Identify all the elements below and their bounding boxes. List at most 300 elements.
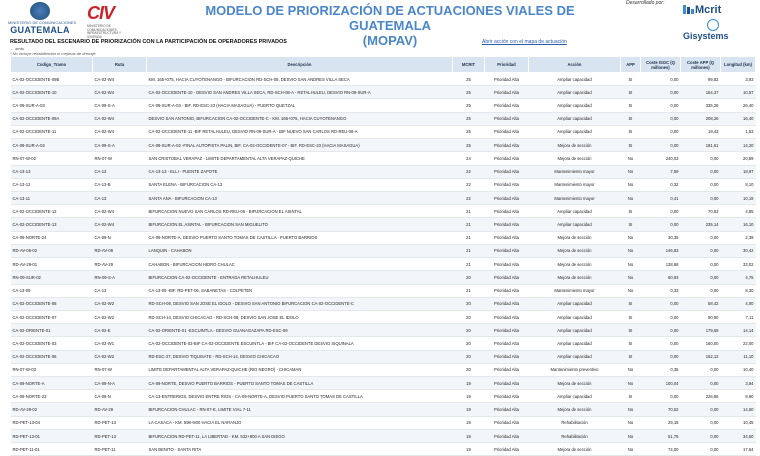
table-row[interactable]	[11, 191, 756, 204]
col-coste-isgc-cell: 7,59	[641, 165, 681, 178]
col-app-cell: SI	[621, 390, 641, 403]
col-ruta-cell: CA-02-W4	[93, 205, 147, 218]
col-app-cell: No	[621, 165, 641, 178]
col-accion-cell: Mejora de sección	[529, 152, 621, 165]
col-coste-isgc-cell: 146,83	[641, 244, 681, 257]
col-app-cell: SI	[621, 337, 641, 350]
table-row[interactable]	[11, 165, 756, 178]
col-prioridad-cell: Prioridad Alta	[485, 403, 529, 416]
col-ruta-cell: CA-02-W4	[93, 86, 147, 99]
logo-caption: MINISTERIO DE COMUNICACIONES	[8, 20, 77, 25]
col-mcrit-cell: 21	[453, 205, 485, 218]
col-descripcion-cell: SANTA ANA - BIFURCACION CA-13	[147, 191, 453, 204]
col-mcrit-cell: 19	[453, 416, 485, 429]
table-row[interactable]	[11, 377, 756, 390]
col-longitud-cell: 33,02	[721, 258, 756, 271]
col-prioridad-cell: Prioridad Alta	[485, 390, 529, 403]
col-coste-app-cell: 226,86	[681, 390, 721, 403]
col-ruta-cell: CA-02-W4	[93, 218, 147, 231]
col-coste-isgc-cell: 100,04	[641, 377, 681, 390]
col-coste-isgc-cell: 0,00	[641, 112, 681, 125]
col-coste-app-cell: 0,00	[681, 443, 721, 456]
table-row[interactable]	[11, 390, 756, 403]
col-codigo-tramo-cell: RD-PET-13-04	[11, 416, 93, 429]
col-descripcion-cell: DESVIO SAN ANTONIO, BIFURCACION CA-02-OCCIDENTE-C - KM. 165+075, HACIA CUYOTENANGO	[147, 112, 453, 125]
col-descripcion-cell: CA-13-ENTRERIOS, DESVIO ENTRE RIOS - CA-09-NORTE-A, DESVIO PUERTO SANTO TOMAS DE CASTILLA	[147, 390, 453, 403]
col-longitud-cell: 4,00	[721, 297, 756, 310]
col-longitud-cell: 34,50	[721, 429, 756, 442]
col-descripcion-cell: RD-SCH-14, DESVIO CHICACAO - RD-SCH-08, DESVIO SAN JOSE EL IDOLO	[147, 310, 453, 323]
col-prioridad-cell: Prioridad Alta	[485, 443, 529, 456]
table-row[interactable]	[11, 324, 756, 337]
col-coste-app-header[interactable]: Coste APP (Q millones)	[681, 57, 721, 73]
col-codigo-tramo-cell: CA-02-OCCIDENTE-13	[11, 218, 93, 231]
col-descripcion-cell: CA-02-OCCIDENTE-11 -BIF RETALHULEU, DESVIO RN-09-SUR-A - BIF NUEVO SAN CARLOS RD-REU-06-A	[147, 125, 453, 138]
col-coste-isgc-cell: 0,00	[641, 350, 681, 363]
col-mcrit-cell: 25	[453, 125, 485, 138]
col-descripcion-cell: SANTA ELENA - BIFURCACION CA-13	[147, 178, 453, 191]
title-line-2: (MOPAV)	[362, 33, 418, 48]
col-prioridad-cell: Prioridad Alta	[485, 139, 529, 152]
col-descripcion-cell: CA-09-SUR-A-03 - BIF. RD-ESC-23 (HACIA MASAGUA) - PUERTO QUETZAL	[147, 99, 453, 112]
table-row[interactable]	[11, 310, 756, 323]
col-coste-app-cell: 0,00	[681, 191, 721, 204]
col-mcrit-cell: 20	[453, 363, 485, 376]
col-prioridad-header[interactable]: Prioridad	[485, 57, 529, 73]
table-row[interactable]	[11, 99, 756, 112]
col-coste-app-cell: 0,00	[681, 429, 721, 442]
col-codigo-tramo-cell: CA-09-NORTE-24	[11, 231, 93, 244]
col-longitud-cell: 20,89	[721, 152, 756, 165]
col-app-cell: No	[621, 271, 641, 284]
col-mcrit-cell: 19	[453, 403, 485, 416]
col-prioridad-cell: Prioridad Alta	[485, 429, 529, 442]
col-mcrit-cell: 22	[453, 165, 485, 178]
col-accion-cell: Mantenimiento preventivo	[529, 363, 621, 376]
col-app-cell: SI	[621, 125, 641, 138]
col-longitud-cell: 26,40	[721, 99, 756, 112]
report-subtitle: RESULTADO DEL ESCENARIO DE PRIORIZACIÓN CON LA PARTICIPACIÓN DE OPERADORES PRIVADOS	[10, 39, 287, 45]
col-longitud-cell: 4,75	[721, 271, 756, 284]
col-ruta-cell: CA-09-N-A	[93, 377, 147, 390]
col-app-cell: SI	[621, 205, 641, 218]
col-mcrit-cell: 20	[453, 310, 485, 323]
table-row[interactable]	[11, 125, 756, 138]
back-link[interactable]: ← atrás	[10, 46, 25, 51]
col-app-cell: No	[621, 244, 641, 257]
col-mcrit-cell: 25	[453, 112, 485, 125]
col-accion-cell: Ampliar capacidad	[529, 337, 621, 350]
col-codigo-tramo-cell: CA-02-ORIENTE-01	[11, 324, 93, 337]
col-prioridad-cell: Prioridad Alta	[485, 125, 529, 138]
guatemala-logo	[8, 2, 77, 36]
col-prioridad-cell: Prioridad Alta	[485, 218, 529, 231]
open-map-link[interactable]: Abrir acción con el mapa de actuación	[482, 39, 567, 45]
col-descripcion-cell: RD-SCH-08, DESVIO SAN JOSE EL IDOLO - DESVIO SAN ANTONIO BIFURCACION CA-02-OCCIDENTE-C	[147, 297, 453, 310]
col-app-cell: No	[621, 284, 641, 297]
col-coste-app-cell: 154,37	[681, 86, 721, 99]
col-ruta-cell: CA-09-S-A	[93, 139, 147, 152]
col-ruta-cell: CA-13	[93, 191, 147, 204]
col-ruta-cell: RD-AV-29	[93, 258, 147, 271]
col-accion-cell: Mejora de sección	[529, 231, 621, 244]
table-row[interactable]	[11, 139, 756, 152]
col-accion-cell: Mejora de sección	[529, 258, 621, 271]
col-codigo-tramo-cell: RN-07-W-02	[11, 152, 93, 165]
col-coste-app-cell: 70,83	[681, 205, 721, 218]
table-body	[11, 73, 756, 456]
table-row[interactable]	[11, 244, 756, 257]
col-descripcion-cell: BIFURCACION EL ASINTAL - BIFURCACION SAN MIGUELITO	[147, 218, 453, 231]
table-row[interactable]	[11, 86, 756, 99]
col-longitud-cell: 3,94	[721, 377, 756, 390]
col-codigo-tramo-cell: CA-13-12	[11, 178, 93, 191]
table-row[interactable]	[11, 231, 756, 244]
col-coste-app-cell: 181,61	[681, 139, 721, 152]
logo-name: GUATEMALA	[10, 25, 70, 35]
col-app-cell: SI	[621, 350, 641, 363]
col-longitud-cell: 7,11	[721, 310, 756, 323]
col-coste-isgc-cell: 0,41	[641, 191, 681, 204]
col-app-cell: SI	[621, 218, 641, 231]
col-coste-isgc-cell: 0,35	[641, 363, 681, 376]
col-accion-cell: Ampliar capacidad	[529, 73, 621, 86]
col-longitud-cell: 10,57	[721, 86, 756, 99]
col-accion-header[interactable]: Acción	[529, 57, 621, 73]
table-row[interactable]	[11, 73, 756, 86]
col-codigo-tramo-cell: CA-02-OCCIDENTE-06	[11, 350, 93, 363]
col-mcrit-cell: 22	[453, 191, 485, 204]
col-accion-cell: Mejora de sección	[529, 139, 621, 152]
col-accion-cell: Ampliar capacidad	[529, 297, 621, 310]
coat-of-arms-icon	[30, 2, 50, 20]
col-ruta-cell: CA-13	[93, 165, 147, 178]
col-coste-isgc-cell: 0,00	[641, 139, 681, 152]
civ-caption: MINISTERIO DE COMUNICACIONES, INFRAESTRUCTURA Y VIVIENDA	[87, 24, 122, 39]
title-line-1: MODELO DE PRIORIZACIÓN DE ACTUACIONES VIALES DE GUATEMALA	[205, 3, 575, 33]
col-ruta-cell: CA-02-W4	[93, 125, 147, 138]
col-coste-app-cell: 179,58	[681, 324, 721, 337]
col-descripcion-header[interactable]: Descripción	[147, 57, 453, 73]
col-ruta-cell: CA-02-W4	[93, 112, 147, 125]
col-ruta-cell: CA-09-N	[93, 231, 147, 244]
col-accion-cell: Mantenimiento mayor	[529, 191, 621, 204]
col-ruta-cell: CA-09-S-A	[93, 99, 147, 112]
col-prioridad-cell: Prioridad Alta	[485, 324, 529, 337]
col-coste-isgc-cell: 138,68	[641, 258, 681, 271]
col-coste-isgc-cell: 240,03	[641, 152, 681, 165]
col-accion-cell: Ampliar capacidad	[529, 218, 621, 231]
table-row[interactable]	[11, 337, 756, 350]
col-coste-isgc-cell: 0,00	[641, 73, 681, 86]
col-prioridad-cell: Prioridad Alta	[485, 165, 529, 178]
col-codigo-tramo-cell: RD-AV-06-02	[11, 244, 93, 257]
col-ruta-cell: CA-13	[93, 284, 147, 297]
col-codigo-tramo-cell: CA-02-OCCIDENTE-11	[11, 125, 93, 138]
table-row[interactable]	[11, 350, 756, 363]
col-mcrit-cell: 20	[453, 350, 485, 363]
col-longitud-cell: 11,10	[721, 350, 756, 363]
col-codigo-tramo-cell: CA-02-OCCIDENTE-03	[11, 337, 93, 350]
col-coste-app-cell: 0,00	[681, 363, 721, 376]
table-row[interactable]	[11, 284, 756, 297]
col-codigo-tramo-header[interactable]: Codigo_Tramo	[11, 57, 93, 73]
col-accion-cell: Rehabilitación	[529, 416, 621, 429]
col-prioridad-cell: Prioridad Alta	[485, 99, 529, 112]
col-descripcion-cell: SAN CRISTOBAL VERAPAZ - LIMITE DEPARTAMENTAL ALTA VERAPAZ-QUICHE	[147, 152, 453, 165]
col-descripcion-cell: CA-09-NORTE, DESVIO PUERTO BARRIOS - PUERTO SANTO TOMAS DE CASTILLA	[147, 377, 453, 390]
col-longitud-cell: 14,14	[721, 324, 756, 337]
col-codigo-tramo-cell: RD-PET-11-01	[11, 443, 93, 456]
col-ruta-cell: RN-07-W	[93, 152, 147, 165]
col-coste-app-cell: 0,00	[681, 231, 721, 244]
col-descripcion-cell: BIFURCACION CA-02-OCCIDENTE - ENTRADA RETALHULEU	[147, 271, 453, 284]
col-prioridad-cell: Prioridad Alta	[485, 377, 529, 390]
table-header-row	[11, 57, 756, 73]
col-coste-app-cell: 160,00	[681, 337, 721, 350]
col-ruta-header[interactable]: Ruta	[93, 57, 147, 73]
table-row[interactable]	[11, 152, 756, 165]
col-ruta-cell: CA-13-B	[93, 178, 147, 191]
col-codigo-tramo-cell: CA-13-11	[11, 191, 93, 204]
col-longitud-cell: 16,10	[721, 218, 756, 231]
col-coste-isgc-cell: 0,00	[641, 125, 681, 138]
col-coste-isgc-cell: 0,00	[641, 297, 681, 310]
col-descripcion-cell: CA-09-SUR-A-02 -FINAL AUTOPISTA PALIN, BIF. CA-02-OCCIDENTE-07 - BIF. RD-ESC-23 (HACIA MASAGUA)	[147, 139, 453, 152]
col-mcrit-cell: 22	[453, 178, 485, 191]
table-row[interactable]	[11, 218, 756, 231]
col-app-cell: SI	[621, 86, 641, 99]
col-coste-isgc-cell: 70,52	[641, 403, 681, 416]
col-ruta-cell: RD-AV-29	[93, 403, 147, 416]
table-row[interactable]	[11, 258, 756, 271]
col-coste-app-cell: 0,00	[681, 284, 721, 297]
col-longitud-cell: 10,45	[721, 416, 756, 429]
col-coste-app-cell: 0,00	[681, 377, 721, 390]
col-longitud-cell: 3,93	[721, 73, 756, 86]
col-coste-isgc-cell: 51,75	[641, 429, 681, 442]
col-accion-cell: Mejora de sección	[529, 377, 621, 390]
col-accion-cell: Ampliar capacidad	[529, 125, 621, 138]
col-longitud-cell: 22,00	[721, 337, 756, 350]
col-accion-cell: Mejora de sección	[529, 403, 621, 416]
col-codigo-tramo-cell: CA-09-NORTE-A	[11, 377, 93, 390]
col-coste-isgc-cell: 0,00	[641, 324, 681, 337]
col-codigo-tramo-cell: CA-02-OCCIDENTE-10	[11, 86, 93, 99]
col-prioridad-cell: Prioridad Alta	[485, 337, 529, 350]
col-mcrit-cell: 20	[453, 297, 485, 310]
col-mcrit-cell: 19	[453, 390, 485, 403]
civ-logo	[87, 3, 129, 39]
col-prioridad-cell: Prioridad Alta	[485, 350, 529, 363]
col-coste-app-cell: 162,12	[681, 350, 721, 363]
col-coste-app-cell: 0,00	[681, 271, 721, 284]
col-descripcion-cell: CA-02-ORIENTE-01 -ESCUINTLA - DESVIO GUANAGAZAPA RD-ESC-09	[147, 324, 453, 337]
col-mcrit-cell: 20	[453, 337, 485, 350]
col-app-cell: No	[621, 429, 641, 442]
col-app-cell: No	[621, 377, 641, 390]
col-mcrit-cell: 19	[453, 377, 485, 390]
col-app-cell: No	[621, 443, 641, 456]
col-coste-isgc-cell: 0,00	[641, 99, 681, 112]
table-row[interactable]	[11, 363, 756, 376]
col-coste-isgc-cell: 29,18	[641, 416, 681, 429]
col-coste-app-cell: 0,00	[681, 152, 721, 165]
col-mcrit-cell: 20	[453, 324, 485, 337]
col-coste-app-cell: 0,00	[681, 244, 721, 257]
results-table	[10, 56, 756, 456]
col-prioridad-cell: Prioridad Alta	[485, 112, 529, 125]
col-coste-isgc-cell: 0,33	[641, 284, 681, 297]
col-descripcion-cell: CA-09-NORTE-A, DESVIO PUERTO SANTO TOMAS DE CASTILLA - PUERTO BARRIOS	[147, 231, 453, 244]
col-longitud-cell: 8,10	[721, 178, 756, 191]
col-prioridad-cell: Prioridad Alta	[485, 231, 529, 244]
col-mcrit-cell: 21	[453, 244, 485, 257]
col-mcrit-cell: 20	[453, 271, 485, 284]
col-codigo-tramo-cell: RD-AV-29-01	[11, 258, 93, 271]
col-coste-app-cell: 19,43	[681, 125, 721, 138]
col-accion-cell: Ampliar capacidad	[529, 205, 621, 218]
col-accion-cell: Ampliar capacidad	[529, 390, 621, 403]
col-coste-app-cell: 0,00	[681, 416, 721, 429]
gisystems-logo: Gisystems	[683, 31, 729, 41]
col-coste-isgc-cell: 60,93	[641, 271, 681, 284]
col-coste-isgc-header[interactable]: Coste ISGC (Q millones)	[641, 57, 681, 73]
col-accion-cell: Ampliar capacidad	[529, 324, 621, 337]
col-mcrit-cell: 21	[453, 284, 485, 297]
col-ruta-cell: CA-02-W4	[93, 73, 147, 86]
col-codigo-tramo-cell: CA-09-NORTE-23	[11, 390, 93, 403]
table-row[interactable]	[11, 205, 756, 218]
col-codigo-tramo-cell: CA-02-OCCIDENTE-08	[11, 297, 93, 310]
col-longitud-cell: 8,30	[721, 284, 756, 297]
report-note: * No incluye rehabilitación ni mejoras de drenaje	[10, 51, 96, 56]
table-row[interactable]	[11, 271, 756, 284]
col-app-cell: No	[621, 231, 641, 244]
col-ruta-cell: CA-02-W2	[93, 350, 147, 363]
col-descripcion-cell: CA-02-OCCIDENTE-10 - DESVIO SAN ANDRES VILLA SECA, RD-SCH-08-A - RETALHULEU, DESVIO RN-09-SUR-A	[147, 86, 453, 99]
col-coste-app-cell: 0,00	[681, 403, 721, 416]
col-ruta-cell: CA-02-W2	[93, 297, 147, 310]
col-codigo-tramo-cell: RD-PET-13-01	[11, 429, 93, 442]
col-coste-isgc-cell: 30,35	[641, 231, 681, 244]
col-longitud-cell: 16,40	[721, 112, 756, 125]
col-ruta-cell: RD-PET-11	[93, 443, 147, 456]
col-prioridad-cell: Prioridad Alta	[485, 271, 529, 284]
col-prioridad-cell: Prioridad Alta	[485, 310, 529, 323]
col-coste-isgc-cell: 0,00	[641, 337, 681, 350]
col-coste-app-cell: 0,00	[681, 165, 721, 178]
col-coste-app-cell: 90,90	[681, 310, 721, 323]
col-coste-isgc-cell: 0,00	[641, 390, 681, 403]
table-row[interactable]	[11, 443, 756, 456]
col-app-cell: SI	[621, 112, 641, 125]
col-accion-cell: Ampliar capacidad	[529, 310, 621, 323]
mcrit-logo: Mcrit	[695, 4, 722, 16]
col-descripcion-cell: LIMITE DEPARTAMENTAL ALTA VERAPAZ-QUICHE (RIO NEGRO) - CHICAMAN	[147, 363, 453, 376]
col-mcrit-cell: 21	[453, 258, 485, 271]
col-app-header[interactable]: APP	[621, 57, 641, 73]
col-codigo-tramo-cell: RD-AV-29-02	[11, 403, 93, 416]
col-descripcion-cell: SAN BENITO - SANTA RITA	[147, 443, 453, 456]
col-accion-cell: Mejora de sección	[529, 443, 621, 456]
col-descripcion-cell: CA-13-09 -BIF. RD-PET-06, SABANETAS - COLPETEN	[147, 284, 453, 297]
col-codigo-tramo-cell: CA-02-OCCIDENTE-07	[11, 310, 93, 323]
col-codigo-tramo-cell: CA-02-OCCIDENTE-09A	[11, 112, 93, 125]
col-app-cell: No	[621, 152, 641, 165]
col-mcrit-cell: 25	[453, 99, 485, 112]
col-accion-cell: Mantenimiento mayor	[529, 165, 621, 178]
table-row[interactable]	[11, 112, 756, 125]
col-descripcion-cell: BIFURCACION CHULAC - RN-07-E, LIMITE VIAL 7-11	[147, 403, 453, 416]
col-mcrit-cell: 19	[453, 429, 485, 442]
col-prioridad-cell: Prioridad Alta	[485, 258, 529, 271]
table-row[interactable]	[11, 416, 756, 429]
col-coste-isgc-cell: 0,00	[641, 218, 681, 231]
col-mcrit-cell: 25	[453, 86, 485, 99]
col-ruta-cell: CA-09-N	[93, 390, 147, 403]
col-ruta-cell: CA-02-W2	[93, 310, 147, 323]
col-longitud-header[interactable]: Longitud (km)	[721, 57, 756, 73]
col-accion-cell: Ampliar capacidad	[529, 99, 621, 112]
col-app-cell: SI	[621, 310, 641, 323]
col-longitud-cell: 2,39	[721, 231, 756, 244]
col-coste-isgc-cell: 0,32	[641, 178, 681, 191]
col-accion-cell: Mejora de sección	[529, 244, 621, 257]
col-coste-app-cell: 335,28	[681, 99, 721, 112]
col-descripcion-cell: BIFURCACION RD-PET-11, LA LIBERTAD - KM. 532+800 A SAN DIEGO	[147, 429, 453, 442]
col-prioridad-cell: Prioridad Alta	[485, 205, 529, 218]
col-descripcion-cell: BIFURCACION NUEVO SAN CARLOS RD-REU-06 - BIFURCACION EL ASINTAL	[147, 205, 453, 218]
col-prioridad-cell: Prioridad Alta	[485, 297, 529, 310]
col-coste-app-cell: 0,00	[681, 178, 721, 191]
col-descripcion-cell: RD-ESC-27, DESVIO TIQUISATE - RD-SCH-14, DESVIO CHICACAO	[147, 350, 453, 363]
col-longitud-cell: 30,42	[721, 244, 756, 257]
table-row[interactable]	[11, 297, 756, 310]
col-accion-cell: Rehabilitación	[529, 429, 621, 442]
col-mcrit-header[interactable]: MCRIT	[453, 57, 485, 73]
col-longitud-cell: 1,53	[721, 125, 756, 138]
col-coste-app-cell: 208,26	[681, 112, 721, 125]
table-row[interactable]	[11, 429, 756, 442]
col-coste-app-cell: 99,82	[681, 73, 721, 86]
col-prioridad-cell: Prioridad Alta	[485, 284, 529, 297]
col-codigo-tramo-cell: CA-13-09	[11, 284, 93, 297]
col-accion-cell: Mantenimiento mayor	[529, 284, 621, 297]
col-prioridad-cell: Prioridad Alta	[485, 73, 529, 86]
col-coste-isgc-cell: 74,00	[641, 443, 681, 456]
col-coste-app-cell: 58,42	[681, 297, 721, 310]
col-ruta-cell: RD-PET-13	[93, 416, 147, 429]
gisystems-globe-icon	[707, 19, 719, 31]
col-descripcion-cell: CAHABON - BIFURCACION HIDRO CHULAC	[147, 258, 453, 271]
col-codigo-tramo-cell: CA-09-SUR-A-02	[11, 139, 93, 152]
col-descripcion-cell: CA-02-OCCIDENTE-03-BIF CA-02-OCCIDENTE ESCUINTLA - BIF CA-02-OCCIDENTE DESVIO SIQUINALA	[147, 337, 453, 350]
col-app-cell: SI	[621, 99, 641, 112]
col-app-cell: No	[621, 403, 641, 416]
table-row[interactable]	[11, 178, 756, 191]
col-longitud-cell: 10,40	[721, 363, 756, 376]
col-prioridad-cell: Prioridad Alta	[485, 178, 529, 191]
col-app-cell: No	[621, 178, 641, 191]
col-prioridad-cell: Prioridad Alta	[485, 244, 529, 257]
table-row[interactable]	[11, 403, 756, 416]
col-mcrit-cell: 25	[453, 73, 485, 86]
col-mcrit-cell: 19	[453, 443, 485, 456]
col-codigo-tramo-cell: CA-09-SUR-A-03	[11, 99, 93, 112]
col-codigo-tramo-cell: CA-02-OCCIDENTE-09B	[11, 73, 93, 86]
col-ruta-cell: CA-02-E	[93, 324, 147, 337]
